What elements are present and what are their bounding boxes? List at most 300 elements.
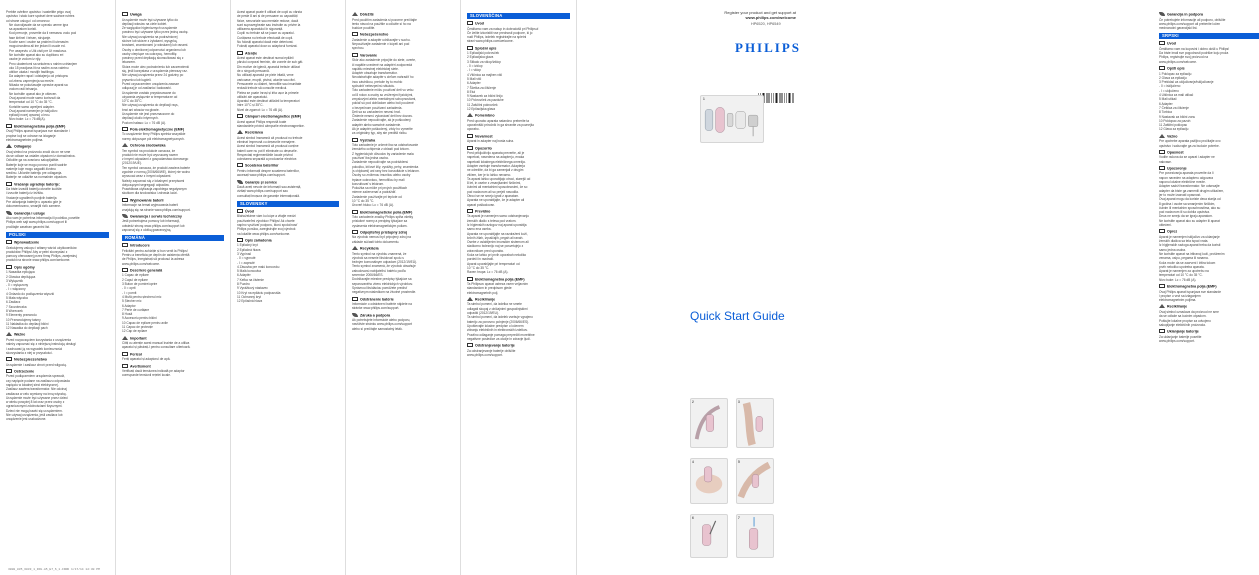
text-line: Osoby o obniżonej odporności organizmu lub [122,47,186,52]
text-line: Urządzenie nie jest przeznaczone do [122,112,175,117]
text-line: 1 Capac de epilare [122,273,149,278]
section-heading-text: Atenție [245,51,258,56]
text-line: mednarodni garancijski list. [1159,26,1198,31]
underarm-icon [737,459,773,503]
square-bullet-icon [122,268,128,272]
text-line: 8 let, in osebe z zmanjšanimi fizičnimi, [467,181,522,186]
text-line: www.philips.com/support. [467,352,503,357]
section-heading-text: Scoaterea bateriilor [245,163,279,168]
text-line: adapter da biste ga zamenili drugim utikačem, [1159,188,1225,193]
text-line: i zachować ją na wypadek konieczności [6,346,63,351]
square-bullet-icon [1159,166,1165,170]
figure-label-2: 2 [692,400,694,404]
text-line: ženskih dlačica sa tela ispod vrata. [1159,239,1209,244]
text-line: Adapter vsebuje transformator. Adapterja [467,163,525,168]
text-line: výrobok sa nesmie likvidovať spolu s [352,255,404,260]
text-line: uputstvo i sačuvajte ga za buduće potrebe. [1159,143,1220,148]
text-line: Skôr ako zariadenie pripojíte do siete, overte, [352,58,416,63]
figure-label-5: 5 [738,460,740,464]
text-line: krostami, znamionami (z włoskami) lub ranami. [122,43,189,48]
section-heading-text: Niebezpieczeństwo [14,357,47,362]
text-line: 8 Puzdro [237,282,250,287]
text-line: 4 Mufă pentru ștecherul mic [122,294,162,299]
text-line: Otroci se ne smejo igrati z aparatom. [467,194,520,198]
section-heading-text: Uwaga [130,12,142,17]
text-line: adaptér alebo samotné zariadenie. [352,122,402,127]
square-bullet-icon [467,343,473,347]
bullet-text-line: Pre ueapevtu u Utk cisti pre Ut maskova. [9,48,67,53]
section-heading-text: Reciclarea [245,130,263,135]
text-line: 12 Cap de epilare [122,329,148,334]
text-line: Nivel de zgomot: Lc = 76 dB (A). [237,107,283,112]
text-line: napięciu w lokalnej sieci elektrycznej. [6,382,59,387]
warning-triangle-icon [1159,304,1165,308]
text-line: Čistenie nesmú vykonávať deti bez dozoru. [352,114,414,119]
square-bullet-icon [122,127,128,131]
text-line: Ne koristite aparat ako su adapter ili aparat [1159,218,1220,223]
square-bullet-icon [1159,66,1165,70]
text-line: 2 Glava za epilaciju [1159,75,1187,80]
leaf-icon [352,313,358,317]
hand-epilator-icon [691,399,727,447]
text-line: uputstvo i stalo kore spotsel dere sauhwe rutrtes [6,14,75,19]
text-line: znajdują się na stronie www.philips.com/support. [122,207,191,212]
section-heading-text: Uklanjanje baterije [1167,329,1199,334]
text-line: Adaptér obsahuje transformátor. [352,71,398,76]
text-line: Če želite izkoristiti vse prednosti podpore, ki jo [467,30,533,35]
text-line: varicoase, erupții, pistrui, alunițe sau răni. [237,77,296,82]
text-line: vtičem, ker je to lahko nevarno. [467,172,512,177]
text-line: Informacje na temat wyjmowania baterii [122,203,178,208]
leaf-icon [237,180,243,184]
text-line: de peste 8 ani și de persoane cu capacități [237,14,298,19]
text-line: părului corporal feminin, din zonele de sub gât. [237,60,304,65]
text-line: negatívnym následkom na životné prostredie. [352,290,417,295]
section-heading-text: Elektromagnetické polia (EMF) [360,210,413,215]
text-line: 12 Nasadka do depilacji pach [6,326,48,331]
text-line: odpadki (2012/19/EU). [467,311,499,316]
text-line: či napätie uvedené na adaptéri zodpovedá [352,62,413,67]
square-bullet-icon [352,210,358,214]
text-line: Z hygienických dôvodov by zariadenie mala [352,151,414,156]
text-line: ne odrežite, da bi ga zamenjali z drugim [467,168,524,173]
text-line: prysznicu lub kąpieli. [122,77,152,82]
text-line: Osebe z oslabljenim imunskim sistemom ali [467,240,529,245]
text-line: samo ena oseba. [467,227,492,232]
text-line: napätiu miestnej elektrickej siete. [352,66,399,71]
text-line: zbiranju električnih in elektronskih izdelkov. [467,328,528,333]
text-line: baterii care nu pot fi eliminate cu deșeurile. [237,148,298,153]
section-heading-text: Dôležité [360,12,374,17]
text-line: Osoby so zníženou imunitou alebo osoby [352,173,411,178]
section-heading-text: Uvod [1167,41,1176,46]
text-line: (s chĺpkami) ani rany bez konzultácie s lekárom. [352,168,420,173]
text-line: elektromagnetnih polj. [467,290,499,295]
text-line: Baterije koje se mogu ponovo puniti sadrže [6,162,67,167]
text-line: Jeśli potrzebujesz pomocy lub informacji, [122,219,180,224]
section-heading-text: Wprowadzenie [14,240,40,245]
text-line: da se odlaže sa kućnim otpadom. [1159,314,1207,319]
text-line: - I = uključeno [1159,88,1179,93]
text-line: aparatul și păstrați-l pentru consultare ulterioară. [122,345,191,350]
text-line: Ovaj simbol označava da proizvod ne sme [1159,309,1219,314]
text-line: Prawidłowa utylizacja zapobiega negatywnym [122,187,187,192]
bullet-text-line: oko 15 pracijana lit na nadim zona valetnu [9,65,69,70]
text-line: 5 Ștecher mic [122,299,142,304]
register-line-1: Register your product and get support at [724,10,796,15]
text-line: 12 Epilacijska glava [467,107,495,112]
text-line: corespunde tensiunii rețelei locale. [122,373,171,378]
text-line: fizice, senzoriale sau mentale reduse, dacă [237,18,299,23]
text-line: 3 Stikalo za vklop/izklop [467,59,501,64]
text-line: w wieku powyżej 8 lat oraz przez osoby z [6,400,65,405]
text-line: Iz higijenskih razloga aparat treba da koristi [1159,243,1221,248]
product-overview-illustration [700,95,764,143]
text-line: zmyslovými alebo mentálnymi schopnosťami, [352,96,417,101]
text-line: Respectați reglementările locale privind [237,152,293,157]
text-line: powinny przed depilacją skonsultować się z [122,56,184,61]
text-line: temperaturi od 10 °C do 35 °C. [1159,273,1203,278]
text-line: 3 Prekidač za uključivanje/isključivanje [1159,80,1214,85]
text-line: 10 Capac de epilare pentru axile [122,320,168,325]
text-line: jer to može izazvati opasnost. [1159,192,1201,197]
section-heading-text: Elektromagnetna polja (EMF) [1167,284,1217,289]
step-illustration-6 [690,514,728,558]
square-bullet-icon [467,134,473,138]
text-line: sakupljanje električnih proizvoda. [1159,322,1206,327]
section-heading-text: Opis ogólny [14,265,35,270]
text-line: Nu utilizați aparatul pe piele iritată, vene [237,73,294,78]
bullet-text-line: Ne dozvoljavate da se uperalu uerme igra [9,22,69,27]
text-line: pod nadzorom ali so prejeli navodila. [467,189,519,194]
warning-triangle-icon [352,246,358,250]
language-heading: SLOVENSKY [237,201,339,207]
square-bullet-icon [122,198,128,202]
text-line: Aparat in adapter naj bosta suha. [467,139,514,144]
text-line: smernice 2006/66/ES. [352,273,384,278]
text-line: www.philips.com/support ali preberite ločen [1159,21,1221,26]
text-line: www.philips.com/welcome. [122,261,160,266]
square-bullet-icon [352,53,358,57]
text-line: 5 Mali utikač [1159,97,1177,102]
section-heading-text: Varovanie [360,53,377,58]
text-line: napetost, navedena na adapterju, enaka [467,155,525,160]
text-line: Ovaj simbol na proizvodu znači da on ne sme [6,149,71,154]
square-bullet-icon [1159,329,1165,333]
quick-start-title: Quick Start Guide [690,309,785,323]
text-line: odlagati skupaj z običajnimi gospodinjskimi [467,306,528,311]
text-line: elektromagnetnim poljima. [1159,298,1197,303]
text-line: Zariadenie nepoužívajte na podráždenú [352,160,409,165]
text-line: powinno być używane tylko przez jedną osobę. [122,30,189,35]
text-line: sredinu. Uklonite bateriju pre odlaganja. [6,171,63,176]
text-line: ženského ochlpenia z oblastí pod krkom. [352,147,410,152]
text-line: Za uklanjanje baterije posetite [1159,334,1202,339]
text-line: 9 Elementy przewodu [6,313,37,318]
text-line: 10 Pokrovček za pazduhe [467,98,504,103]
text-line: 8 godina i osobe sa smanjenim fizičkim, [1159,201,1216,206]
text-column-3 [230,0,345,575]
step-illustration-3 [736,398,774,448]
text-line: krčnih žilah, izpuščajih, pegah ali ranah. [467,235,524,240]
text-line: tento návod na použitie a odložte si ho na [352,21,411,26]
text-line: 8 Etui [467,89,476,94]
section-heading-text: Important [130,336,147,341]
section-heading-text: Úvod [245,209,254,214]
text-line: 4 Gniazdo do podłączenia wtyczki [6,291,55,296]
section-heading-text: Previdno [475,209,491,214]
text-line: používateľmi výrobkov Philips! Ak chcete [237,218,295,223]
leaf-icon [122,214,128,218]
text-line: între 10°C și 35°C. [237,103,264,108]
text-line: Ta aparat lahko uporabljajo otroci, starejši od [467,176,531,181]
figure-label-1: 1 [703,97,705,101]
text-line: mierne začervenať a podráždiť. [352,190,397,195]
text-line: naplno využívať podporu, ktorú spoločnosť [237,222,298,227]
section-heading-text: Opasnost [1167,150,1184,155]
text-line: Ovaj Philips aparat ispunjava sve standarde i [6,129,70,134]
section-heading-text: Oprez [1167,229,1178,234]
text-line: Pentru informații despre scoaterea bateriilor, [237,168,300,173]
text-line: sunt supravegheate sau instruite cu privire la [237,22,301,27]
text-line: Verificați dacă tensiunea indicată pe adaptor [122,369,185,373]
bullet-text-line: Prno ukatentomi sa sekutera s nahim uvirtanjem [9,61,78,66]
text-line: Citiți cu atenție acest manual înainte de a utiliza [122,341,190,346]
warning-triangle-icon [6,144,12,148]
text-line: pod nadzorom ili su dobila uputstva. [1159,210,1210,215]
square-bullet-icon [237,163,243,167]
text-line: 8 Husă [122,312,133,317]
text-line: 1 Epilacijski pokrovček [467,51,500,56]
bullet-text-line: ubilice ukaka i mostjih fastilinga. [9,70,55,75]
square-bullet-icon [467,277,473,281]
text-line: Philips ponúka, zaregistrujte svoj výrobok [237,227,296,232]
text-line: používať iba jedna osoba. [352,156,389,161]
text-line: Dzieci nie mogą bawić się urządzeniem. [6,408,63,413]
square-bullet-icon [352,138,358,142]
section-heading-text: Splošni opis [475,46,497,51]
square-bullet-icon [467,146,473,150]
leaf-icon [6,211,12,215]
text-line: Acest simbol înseamnă că produsul conține [237,144,299,149]
section-heading-text: Výstraha [360,138,376,143]
text-line: Przed czyszczeniem urządzenia zawsze [122,81,180,86]
text-line: Nie używaj urządzenia na podrażnionej [122,34,178,39]
text-line: Baterije ne odlažite sa normalnim otpadom. [6,175,68,180]
text-line: Toto zariadenie je určené iba na odstraňovanie [352,143,419,148]
text-line: wyrzucać wraz z innymi odpadami. [122,174,172,179]
text-line: Aparat je namenjen za upotrebu na [1159,269,1209,274]
text-line: - 0 = wyłączony [6,283,29,288]
square-bullet-icon [1159,41,1165,45]
section-heading-text: Opozorilo [475,146,492,151]
text-line: Copiii nu trebuie să se joace cu aparatul. [237,31,295,36]
text-line: 9 Nastavak za bikini zonu [1159,114,1196,119]
text-line: Poziom hałasu: Lc = 76 dB (A). [122,120,167,125]
text-line: Urządzenie zostało przystosowane do [122,90,176,95]
section-heading-text: Odstránenie batérie [360,297,394,302]
text-line: Pentru a beneficia pe deplin de asistența oferită [122,253,190,258]
text-line: - 0 = izklop [467,64,483,69]
text-line: Felicitări pentru achiziție și bun venit la Philips! [122,248,188,253]
warning-triangle-icon [467,113,473,117]
section-heading-text: Uvod [475,21,484,26]
text-line: Tento symbol znamená, že výrobok obsahuje [352,264,416,269]
text-line: To urządzenie firmy Philips spełnia wszystkie [122,132,186,137]
section-heading-text: Ochrona środowiska [130,143,166,148]
text-line: Nivo buke: Lc = 76 dB (A). [1159,277,1197,282]
step-illustration-4 [690,458,728,504]
text-line: Acest aparat Philips respectă toate [237,119,287,124]
text-line: 12 Glava za epilaciju [1159,127,1189,132]
text-line: 2 Epilacijska glava [467,55,494,60]
text-line: 11 Nakładka do depilacji bikini [6,321,49,326]
square-bullet-icon [6,369,12,373]
text-line: bežným komunálnym odpadom (2012/19/EÚ). [352,260,418,265]
text-line: 10 °C do 35 °C. [467,265,490,270]
section-heading-text: Važno [1167,134,1178,139]
register-block [720,10,796,20]
text-line: čulnim ili mentalnim sposobnostima, ako su [1159,205,1221,210]
text-line: aparat poškodovan. [467,202,495,207]
text-line: nudi Philips, izdelek registrirajte na spletni [467,35,527,40]
text-line: 6 Adapter [1159,101,1173,106]
text-line: 7 Četkica za čišćenje [1159,105,1189,110]
text-line: negativne posledice za okolje in zdravje ljudi. [467,336,531,341]
text-column-1 [0,0,115,575]
bullet-text-line: Ovaj aparat namenjen je isključivo [9,108,58,113]
square-bullet-icon [352,32,358,36]
section-heading-text: Odstranjevanje baterije [475,343,515,348]
text-line: Urządzenie i zasilacz chroń przed wilgocią. [6,362,67,367]
text-line: Pred priključitvijo aparata preverite, ali je [467,151,525,156]
text-line: 9 Vyrážkový nástavec [237,286,268,291]
text-line: konzultovať s lekárom. [352,181,385,186]
text-line: Urządzenie może być używane przez dzieci [6,395,68,400]
warning-triangle-icon [122,336,128,340]
text-line: 11 Ochranný kryt [237,294,262,299]
text-line: czy napięcie podane na zasilaczu odpowiada [6,378,70,383]
text-line: Nie używaj urządzenia przez 24 godziny po [122,73,184,78]
section-heading-text: Opis zariadenia [245,238,272,243]
text-line: - I = vklop [467,68,481,73]
text-line: 10 °C do 35 °C. [352,198,375,203]
text-line: ograniczonymi zdolnościami fizycznymi. [6,404,63,409]
square-bullet-icon [6,357,12,361]
text-line: z innymi odpadami z gospodarstwa domowego [122,157,189,162]
text-line: Ta Philipsov aparat ustreza vsem veljavnim [467,282,528,287]
text-line: zgodnie z normą (2006/66/WE), której nie wolno [122,170,191,174]
text-line: - 0 = isključeno [1159,84,1181,89]
square-bullet-icon [467,209,473,213]
square-bullet-icon [237,51,243,55]
text-line: Pielea se poate înroși și irita ușor la primele [237,90,299,95]
language-heading: ROMÂNĂ [122,235,224,241]
text-line: Persoanele cu diabet, hemofilie sau imunitate [237,81,302,86]
text-line: standardele privind câmpurile electromagnetice. [237,123,305,128]
section-heading-text: Descriere generală [130,268,163,273]
text-line: Pred uporabo aparata natančno preberite ta [467,118,530,123]
section-heading-text: Nevarnost [475,134,493,139]
text-line: - I = pornit [122,290,137,295]
text-column-5 [460,0,576,575]
text-line: 1 Epilačný kryt [237,243,258,248]
text-line: Upoštevajte lokalne predpise o ločenem [467,323,524,328]
language-heading: POLSKI [6,232,109,238]
section-heading-text: Vraćanje ugradnje baterije: [14,182,60,187]
text-line: 6 Adaptor [122,303,136,308]
language-heading: SLOVENŠČINA [467,13,570,19]
text-line: Aparata ne uporabljajte, če je adapter ali [467,198,525,203]
text-line: Din motive de igienă, aparatul trebuie utilizat [237,64,300,69]
step-illustration-5 [736,458,774,504]
section-heading-text: Elektromagnetna polja (EMF) [475,277,525,282]
text-line: Nie używaj urządzenia do depilacji rzęs, [122,103,179,108]
section-heading-text: Recikliranje [475,297,496,302]
text-line: Skóra może ulec podrażnieniu lub zaczerwienić [122,64,190,69]
bullet-text-line: vodom radi brisanja. [9,87,38,92]
text-line: Blahoželáme vám ku kúpe a vitajte medzi [237,214,296,219]
text-line: Nepoužívajte zariadenie v kúpeli ani pod [352,42,410,47]
text-line: 10 Poklopac za pazuh [1159,118,1191,123]
text-line: ženskih dlačic s telesa pod vratom. [467,218,517,223]
section-heading-text: Ważne [14,332,26,337]
text-line: Ta simbol pomeni, da izdelka ne smete [467,302,522,307]
text-line: produkt na stronie www.philips.com/welcome. [6,258,71,263]
text-line: zapoznaj się z ulotką gwarancyjną. [122,227,172,232]
text-line: Toto zariadenie značky Philips spĺňa všetky [352,215,414,220]
text-line: uporabo. [467,127,480,132]
text-line: - 0 = oprit [122,286,136,291]
section-heading-text: Odlaganje [14,144,32,149]
section-heading-text: Câmpuri electromagnetice (EMF) [245,114,302,119]
text-line: pomocy oferowanej przez firmę Philips, zarejestruj [6,254,78,259]
text-line: 10 Przewodujemy taśmy [6,317,41,322]
text-line: zdravnikom pred uporabo. [467,248,505,253]
text-line: prvih nekoliko upotreba aparata. [1159,264,1205,269]
language-heading: SRPSKI [1159,33,1259,39]
text-line: na lokalite www.philips.com/welcome. [237,231,291,236]
square-bullet-icon [122,352,128,356]
text-line: nakvase. [1159,159,1172,164]
text-line: sprchou. [352,46,365,51]
register-url[interactable]: www.philips.com/welcome [745,15,796,20]
text-line: 4 Zásuvka pre malú koncovku [237,264,280,269]
section-heading-text: Odpojiteľný prístupný zdroj [360,230,408,235]
text-line: Przed podłączeniem urządzenia sprawdź, [6,374,65,379]
bullet-text-line: Nikada ne pokušavajte opravke aparat sa [9,83,68,88]
text-line: budúce použitie. [352,26,376,31]
text-line: Správnou likvidáciou pomôžete predísť [352,285,408,290]
square-bullet-icon [6,124,12,128]
text-line: napon naveden na adapteru odgovara [1159,175,1214,180]
bullet-text-line: sa aparatom koristi. [9,27,37,32]
text-line: 5 Mała wtyczka [6,296,28,301]
text-line: navštívte stránku www.philips.com/support [352,322,413,327]
warning-triangle-icon [6,332,12,336]
text-line: dokumentovano, smanjiti rizik zamene. [6,204,61,209]
bullet-text-line: Kod prerunje, proverite da li nemasnu vodu pod [9,31,77,36]
text-column-6 [1159,10,1259,343]
text-line: Ze względów higienicznych urządzenie [122,26,178,31]
text-line: zabudovanú nabíjateľnú batériu podľa [352,268,406,273]
text-line: Informácie o odstránení batérie nájdete na [352,302,412,307]
text-line: używania wyłącznie w temperaturze od [122,94,178,99]
square-bullet-icon [467,46,473,50]
square-bullet-icon [237,209,243,213]
bullet-text-line: Ne koristite aparat ako su duplitonu eri [9,52,64,57]
text-line: Vraćanje ugrađenih punjivih baterija [6,195,57,200]
